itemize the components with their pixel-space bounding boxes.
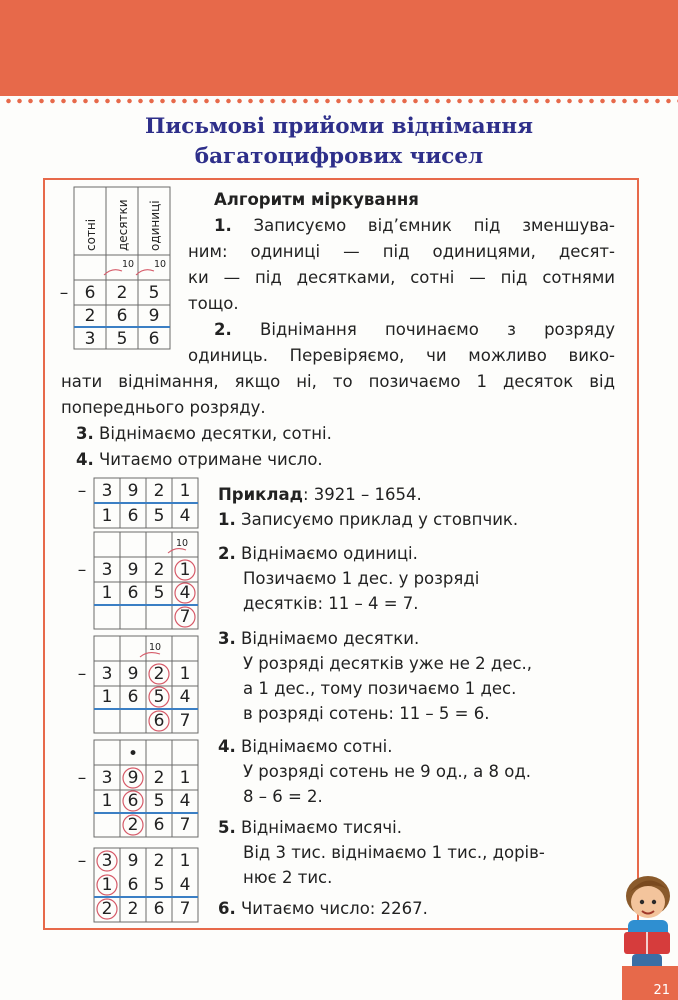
example-step2-line2: Позичаємо 1 дес. у розряді [243, 569, 480, 588]
algorithm-step1-line2: ним: одиниці — під одиницями, десят- [188, 242, 615, 261]
subtrahend-digit: 5 [153, 506, 165, 526]
subtrahend-digit: 1 [101, 583, 113, 603]
minuend-digit: 2 [153, 851, 165, 871]
title-line-1: Письмові прийоми віднімання [145, 114, 533, 139]
frame-bottom [43, 928, 639, 930]
example-step5-line1: 5. Віднімаємо тисячі. [218, 818, 402, 837]
example-step5-line3: нює 2 тис. [243, 868, 333, 887]
subtrahend-digit: 1 [101, 506, 113, 526]
minuend-digit: 9 [127, 664, 139, 684]
page-number-tab [622, 966, 678, 1000]
place-value-table [59, 187, 174, 352]
subtrahend-digit: 4 [179, 875, 191, 895]
result-digit: 7 [179, 607, 191, 627]
example-step2-line1: 2. Віднімаємо одиниці. [218, 544, 418, 563]
page-title [0, 112, 678, 172]
minuend-digit: 3 [101, 664, 113, 684]
subtrahend-digit: 1 [101, 687, 113, 707]
result-digit: 2 [127, 815, 139, 835]
result-digit: 7 [179, 711, 191, 731]
minuend-digit: 1 [179, 768, 191, 788]
subtrahend-digit: 9 [148, 306, 160, 326]
borrow-mark: 10 [121, 259, 135, 270]
minus-sign: – [77, 560, 87, 580]
algorithm-step2-line4: попереднього розряду. [61, 398, 266, 417]
subtrahend-digit: 4 [179, 583, 191, 603]
result-digit: 7 [179, 815, 191, 835]
example-step4-line3: 8 – 6 = 2. [243, 787, 323, 806]
example-step3-line2: У розряді десятків уже не 2 дес., [243, 654, 533, 673]
minuend-digit: 9 [127, 481, 139, 501]
subtrahend-digit: 5 [153, 583, 165, 603]
minuend-digit: 5 [148, 283, 160, 303]
borrow-mark: 10 [153, 259, 167, 270]
subtrahend-digit: 6 [127, 506, 139, 526]
example-step3-line3: а 1 дес., тому позичаємо 1 дес. [243, 679, 517, 698]
algorithm-heading: Алгоритм міркування [214, 190, 419, 209]
example-heading: Приклад: 3921 – 1654. [218, 485, 422, 504]
column-step3 [68, 636, 203, 736]
minuend-digit: 2 [153, 664, 165, 684]
subtrahend-digit: 6 [127, 791, 139, 811]
algorithm-step2-line3: нати віднімання, якщо ні, то позичаємо 1 десяток від [61, 372, 615, 391]
borrow-arc [168, 549, 186, 553]
minus-sign: – [77, 768, 87, 788]
result-digit: 5 [116, 329, 128, 349]
example-step3-line4: в розряді сотень: 11 – 5 = 6. [243, 704, 490, 723]
algorithm-step1-line1: 1. Записуємо від’ємник під зменшува- [214, 216, 616, 235]
minuend-digit: 1 [179, 560, 191, 580]
algorithm-step2-line1: 2. Віднімання починаємо з розряду [214, 320, 615, 339]
borrow-arc [136, 270, 154, 275]
frame-left [43, 178, 45, 930]
title-line-2: багатоцифрових чисел [194, 144, 484, 169]
header-sotni: сотні [84, 218, 98, 251]
result-digit: 3 [84, 329, 96, 349]
example-step5-line2: Від 3 тис. віднімаємо 1 тис., дорів- [243, 843, 545, 862]
boy-reading-illustration [618, 866, 676, 976]
subtrahend-digit: 4 [179, 506, 191, 526]
example-step1: 1. Записуємо приклад у стовпчик. [218, 510, 519, 529]
minuend-digit: 3 [101, 560, 113, 580]
borrow-arc [140, 653, 160, 657]
minus-sign: – [77, 851, 87, 871]
result-digit: 6 [153, 899, 165, 919]
subtrahend-digit: 5 [153, 791, 165, 811]
minuend-digit: 3 [101, 768, 113, 788]
subtrahend-digit: 1 [101, 875, 113, 895]
example-step6: 6. Читаємо число: 2267. [218, 899, 428, 918]
example-step4-line1: 4. Віднімаємо сотні. [218, 737, 393, 756]
algorithm-step3: 3. Віднімаємо десятки, сотні. [76, 424, 332, 443]
frame-top [43, 178, 639, 180]
example-step4-line2: У розряді сотень не 9 од., а 8 од. [243, 762, 531, 781]
minuend-digit: 3 [101, 481, 113, 501]
borrow-dot: • [127, 744, 139, 764]
minus-sign: – [77, 664, 87, 684]
subtrahend-digit: 6 [116, 306, 128, 326]
column-step5 [68, 848, 203, 924]
algorithm-step1-line3: ки — під десятками, сотні — під сотнями [188, 268, 615, 287]
minuend-digit: 6 [84, 283, 96, 303]
result-digit: 2 [101, 899, 113, 919]
minuend-digit: 9 [127, 851, 139, 871]
minuend-digit: 2 [153, 768, 165, 788]
minuend-digit: 2 [153, 481, 165, 501]
minuend-digit: 1 [179, 481, 191, 501]
header-odynytsi: одиниці [148, 200, 162, 251]
header-desiatky: десятки [116, 199, 130, 251]
subtrahend-digit: 6 [127, 687, 139, 707]
subtrahend-digit: 5 [153, 687, 165, 707]
page-number: 21 [653, 983, 670, 998]
minus-sign: – [77, 481, 87, 501]
result-digit: 6 [153, 815, 165, 835]
minuend-digit: 3 [101, 851, 113, 871]
minuend-digit: 9 [127, 560, 139, 580]
minuend-digit: 2 [116, 283, 128, 303]
subtrahend-digit: 5 [153, 875, 165, 895]
example-step2-line3: десятків: 11 – 4 = 7. [243, 594, 419, 613]
borrow-mark: 10 [175, 538, 189, 549]
dotted-border [0, 96, 678, 106]
algorithm-step1-line4: тощо. [188, 294, 239, 313]
algorithm-step4: 4. Читаємо отримане число. [76, 450, 323, 469]
subtrahend-digit: 4 [179, 791, 191, 811]
subtrahend-digit: 6 [127, 875, 139, 895]
example-step3-line1: 3. Віднімаємо десятки. [218, 629, 420, 648]
minuend-digit: 1 [179, 851, 191, 871]
result-digit: 6 [148, 329, 160, 349]
subtrahend-digit: 6 [127, 583, 139, 603]
borrow-arc [104, 270, 122, 275]
subtrahend-digit: 2 [84, 306, 96, 326]
result-digit: 6 [153, 711, 165, 731]
result-digit: 2 [127, 899, 139, 919]
minuend-digit: 9 [127, 768, 139, 788]
minuend-digit: 2 [153, 560, 165, 580]
result-digit: 7 [179, 899, 191, 919]
minuend-digit: 1 [179, 664, 191, 684]
subtrahend-digit: 4 [179, 687, 191, 707]
column-step4 [68, 740, 203, 840]
algorithm-step2-line2: одиниць. Перевіряємо, чи можливо вико- [188, 346, 615, 365]
header-band [0, 0, 678, 96]
frame-right [637, 178, 639, 940]
column-step1 [68, 478, 203, 530]
minus-sign: – [59, 283, 69, 303]
column-step2 [68, 532, 203, 632]
borrow-mark: 10 [148, 642, 162, 653]
subtrahend-digit: 1 [101, 791, 113, 811]
